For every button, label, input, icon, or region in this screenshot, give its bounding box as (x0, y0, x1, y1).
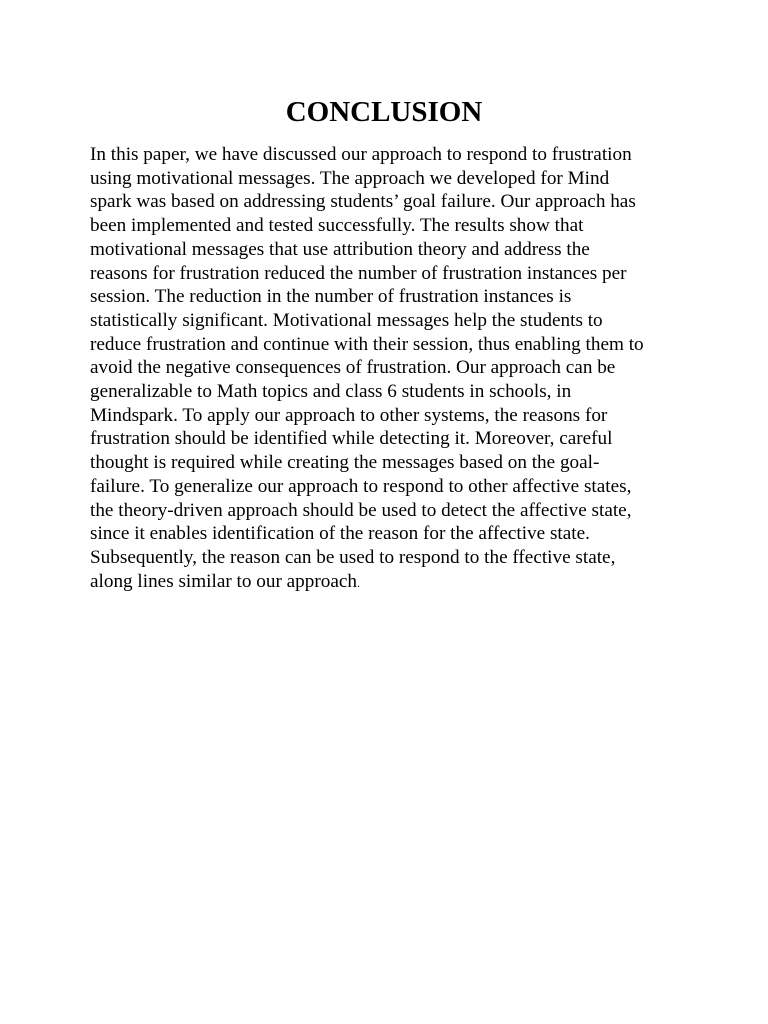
paragraph-line: been implemented and tested successfully. The results show that (90, 215, 584, 237)
paragraph-line: motivational messages that use attribution theory and address the (90, 238, 590, 260)
page-title: CONCLUSION (285, 96, 483, 128)
final-period: . (356, 575, 360, 590)
paragraph-line: statistically significant. Motivational messages help the students to (90, 309, 603, 331)
paragraph-last-line (90, 570, 690, 596)
paragraph-line: In this paper, we have discussed our approach to respond to frustration (90, 144, 632, 165)
paragraph-line: frustration should be identified while detecting it. Moreover, careful (90, 428, 613, 450)
paragraph-line-text: along lines similar to our approach (90, 570, 357, 592)
paragraph-line: Subsequently, the reason can be used to respond to the ffective state, (90, 546, 616, 568)
paragraph-line: spark was based on addressing students’ goal failure. Our approach has (90, 191, 636, 213)
paragraph-line: reasons for frustration reduced the number of frustration instances per (90, 262, 627, 284)
paragraph-line: failure. To generalize our approach to respond to other affective states, (90, 475, 632, 497)
paragraph-line: using motivational messages. The approach we developed for Mind (90, 167, 610, 189)
paragraph-line: thought is required while creating the messages based on the goal- (90, 452, 600, 474)
paragraph-line: generalizable to Math topics and class 6 students in schools, in (90, 381, 572, 403)
paragraph-line: the theory-driven approach should be used to detect the affective state, (90, 499, 632, 521)
paragraph-line: reduce frustration and continue with their session, thus enabling them to (90, 333, 644, 355)
paragraph-line: since it enables identification of the reason for the affective state. (90, 523, 590, 545)
paragraph-line: session. The reduction in the number of frustration instances is (90, 286, 572, 308)
paragraph-line: Mindspark. To apply our approach to other systems, the reasons for (90, 404, 608, 426)
paragraph-line: avoid the negative consequences of frustration. Our approach can be (90, 357, 616, 379)
conclusion-paragraph (90, 143, 690, 595)
